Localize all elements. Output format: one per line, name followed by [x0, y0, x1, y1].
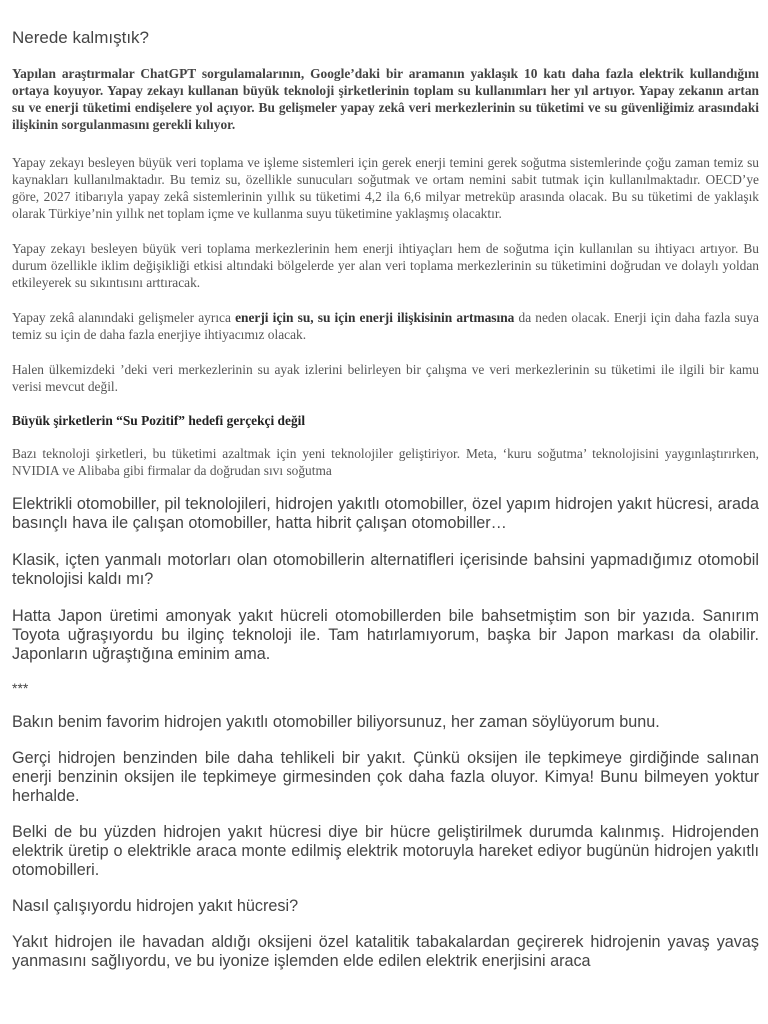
section-heading: Nerede kalmıştık?: [12, 28, 149, 47]
emphasis-text: enerji için su, su için enerji ilişkisinin artmasına: [235, 310, 515, 325]
paragraph-favorite: Bakın benim favorim hidrojen yakıtlı otomobiller biliyorsunuz, her zaman söylüyorum bunu.: [12, 713, 660, 731]
paragraph-how-it-works: Yakıt hidrojen ile havadan aldığı oksijeni özel katalitik tabakalardan geçirerek hidrojenin yavaş yavaş yanmasını sağlıyordu, ve bu iyonize işlemden elde edilen elektrik enerjisini araca: [12, 933, 759, 970]
subheading: Büyük şirketlerin “Su Pozitif” hedefi gerçekçi değil: [12, 413, 306, 428]
paragraph-data-centers: Yapay zekayı besleyen büyük veri toplama merkezlerinin hem enerji ihtiyaçları hem de soğutma için kullanılan su ihtiyacı artıyor. Bu durum özellikle iklim değişikliği etkisi altındaki bölgelerde yer alan veri toplama merkezlerinin su tüketimini doğrudan ve dolaylı yoldan etkileyerek su sıkıntısını arttıracak.: [12, 241, 759, 290]
paragraph-water-energy: [12, 309, 759, 343]
paragraph-question: Nasıl çalışıyordu hidrojen yakıt hücresi?: [12, 897, 299, 915]
paragraph-text: da neden olacak. Enerji için daha fazla suya temiz su için de daha fazla enerjiye ihtiyacımız olacak.: [12, 310, 759, 342]
separator: ***: [12, 680, 29, 696]
paragraph-alternatives: Klasik, içten yanmalı motorları olan otomobillerin alternatifleri içerisinde bahsini yapmadığımız otomobil teknolojisi kaldı mı?: [12, 551, 759, 588]
paragraph-public-data: Halen ülkemizdeki ’deki veri merkezlerinin su ayak izlerini belirleyen bir çalışma ve veri merkezlerinin su tüketimi ile ilgili bir kamu verisi mevcut değil.: [12, 362, 759, 394]
paragraph-tech-companies: Bazı teknoloji şirketleri, bu tüketimi azaltmak için yeni teknolojiler geliştiriyor. Meta, ‘kuru soğutma’ teknolojisini yaygınlaştırırken, NVIDIA ve Alibaba gibi firmalar da doğrudan sıvı soğutma: [12, 446, 759, 478]
paragraph-electric-cars: Elektrikli otomobiller, pil teknolojileri, hidrojen yakıtlı otomobiller, özel yapım hidrojen yakıt hücresi, arada basınçlı hava ile çalışan otomobiller, hatta hibrit çalışan otomobiller…: [12, 495, 759, 532]
paragraph-ammonia: Hatta Japon üretimi amonyak yakıt hücreli otomobillerden bile bahsetmiştim son bir yazıda. Sanırım Toyota uğraşıyordu bu ilginç teknoloji ile. Tam hatırlamıyorum, başka bir Japon markası da olabilir. Japonların uğraştığına eminim ama.: [12, 607, 759, 663]
paragraph-text: Yapay zekâ alanındaki gelişmeler ayrıca: [12, 310, 236, 325]
paragraph-danger: Gerçi hidrojen benzinden bile daha tehlikeli bir yakıt. Çünkü oksijen ile tepkimeye girdiğinde salınan enerji benzinin oksijen ile tepkimeye girmesinden çok daha fazla oluyor. Kimya! Bunu bilmeyen yoktur herhalde.: [12, 749, 759, 805]
paragraph-fuel-cell: Belki de bu yüzden hidrojen yakıt hücresi diye bir hücre geliştirilmek durumda kalınmış. Hidrojenden elektrik üretip o elektrikle araca monte edilmiş elektrik motoruyla hareket ediyor bugünün hidrojen yakıtlı otomobilleri.: [12, 823, 759, 879]
article-body: [12, 0, 759, 971]
paragraph-water-consumption: Yapay zekayı besleyen büyük veri toplama ve işleme sistemleri için gerek enerji temini gerek soğutma sistemlerinde çoğu zaman temiz su kaynakları kullanılmaktadır. Bu temiz su, özellikle sunucuları soğutmak ve ortam nemini sabit tutmak için kullanılmaktadır. OECD’ye göre, 2027 itibarıyla yapay zekâ sistemlerinin yıllık su tüketimi 4,2 ila 6,6 milyar metreküp arasında olacak. Bu su tüketimi de yaklaşık olarak Türkiye’nin yıllık net toplam içme ve kullanma suyu tüketimine yaklaşmış olacaktır.: [12, 155, 759, 221]
lead-paragraph: Yapılan araştırmalar ChatGPT sorgulamalarının, Google’daki bir aramanın yaklaşık 10 katı daha fazla elektrik kullandığını ortaya koyuyor. Yapay zekayı kullanan büyük teknoloji şirketlerinin toplam su kullanımları her yıl artıyor. Yapay zekanın artan su ve enerji tüketimi endişelere yol açıyor. Bu gelişmeler yapay zekâ veri merkezlerinin su tüketimi ve su güvenliğimiz arasındaki ilişkinin sorgulanmasını gerekli kılıyor.: [12, 66, 759, 132]
